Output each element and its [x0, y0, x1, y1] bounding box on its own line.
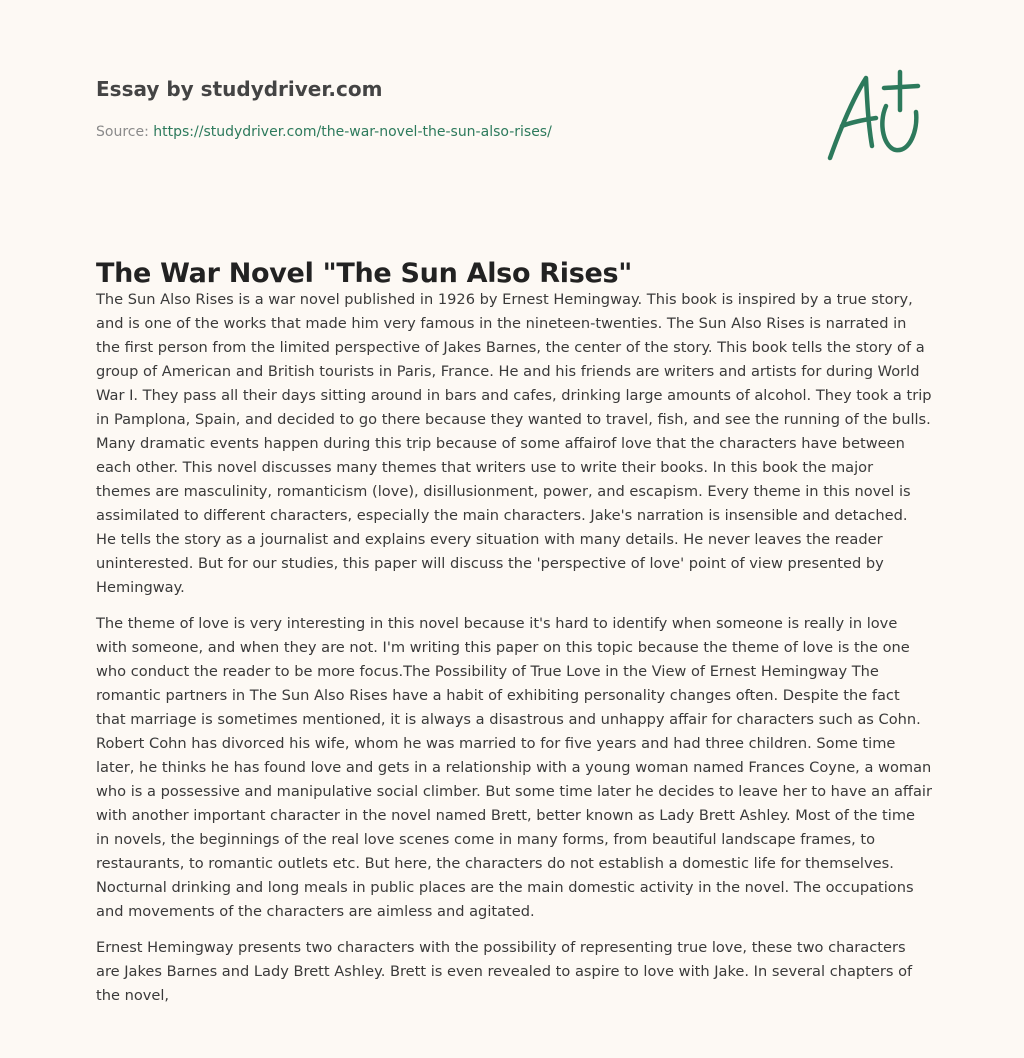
- essay-title: The War Novel "The Sun Also Rises": [96, 258, 633, 289]
- essay-paragraph: Ernest Hemingway presents two characters with the possibility of representing true love, these two characters are Jakes Barnes and Lady Brett Ashley. Brett is even revealed to aspire to love with Jake. In several chapters of the novel,: [96, 939, 913, 1004]
- a-plus-logo-icon: [820, 68, 930, 168]
- source-line: [96, 122, 936, 142]
- essay-body: [96, 288, 932, 1020]
- essay-paragraph: The theme of love is very interesting in this novel because it's hard to identify when someone is really in love with someone, and when they are not. I'm writing this paper on this topic because the theme of love is the one who conduct the reader to be more focus.The Possibility of True Love in the View of Ernest Hemingway The romantic partners in The Sun Also Rises have a habit of exhibiting personality changes often. Despite the fact that marriage is sometimes mentioned, it is always a disastrous and unhappy affair for characters such as Cohn. Robert Cohn has divorced his wife, whom he was married to for five years and had three children. Some time later, he thinks he has found love and gets in a relationship with a young woman named Frances Coyne, a woman who is a possessive and manipulative social climber. But some time later he decides to leave her to have an affair with another important character in the novel named Brett, better known as Lady Brett Ashley. Most of the time in novels, the beginnings of the real love scenes come in many forms, from beautiful landscape frames, to restaurants, to romantic outlets etc. But here, the characters do not establish a domestic life for themselves. Nocturnal drinking and long meals in public places are the main domestic activity in the novel. The occupations and movements of the characters are aimless and agitated.: [96, 615, 932, 920]
- page-header: [96, 74, 936, 142]
- source-label: Source:: [96, 124, 154, 140]
- essay-paragraph: The Sun Also Rises is a war novel published in 1926 by Ernest Hemingway. This book is inspired by a true story, and is one of the works that made him very famous in the nineteen-twenties. The Sun Also Rises is narrated in the first person from the limited perspective of Jakes Barnes, the center of the story. This book tells the story of a group of American and British tourists in Paris, France. He and his friends are writers and artists for during World War I. They pass all their days sitting around in bars and cafes, drinking large amounts of alcohol. They took a trip in Pamplona, Spain, and decided to go there because they wanted to travel, fish, and see the running of the bulls. Many dramatic events happen during this trip because of some affairof love that the characters have between each other. This novel discusses many themes that writers use to write their books. In this book the major themes are masculinity, romanticism (love), disillusionment, power, and escapism. Every theme in this novel is assimilated to different characters, especially the main characters. Jake's narration is insensible and detached. He tells the story as a journalist and explains every situation with many details. He never leaves the reader uninterested. But for our studies, this paper will discuss the 'perspective of love' point of view presented by Hemingway.: [96, 291, 932, 596]
- source-link[interactable]: https://studydriver.com/the-war-novel-the-sun-also-rises/: [153, 124, 552, 140]
- site-title: Essay by studydriver.com: [96, 77, 383, 101]
